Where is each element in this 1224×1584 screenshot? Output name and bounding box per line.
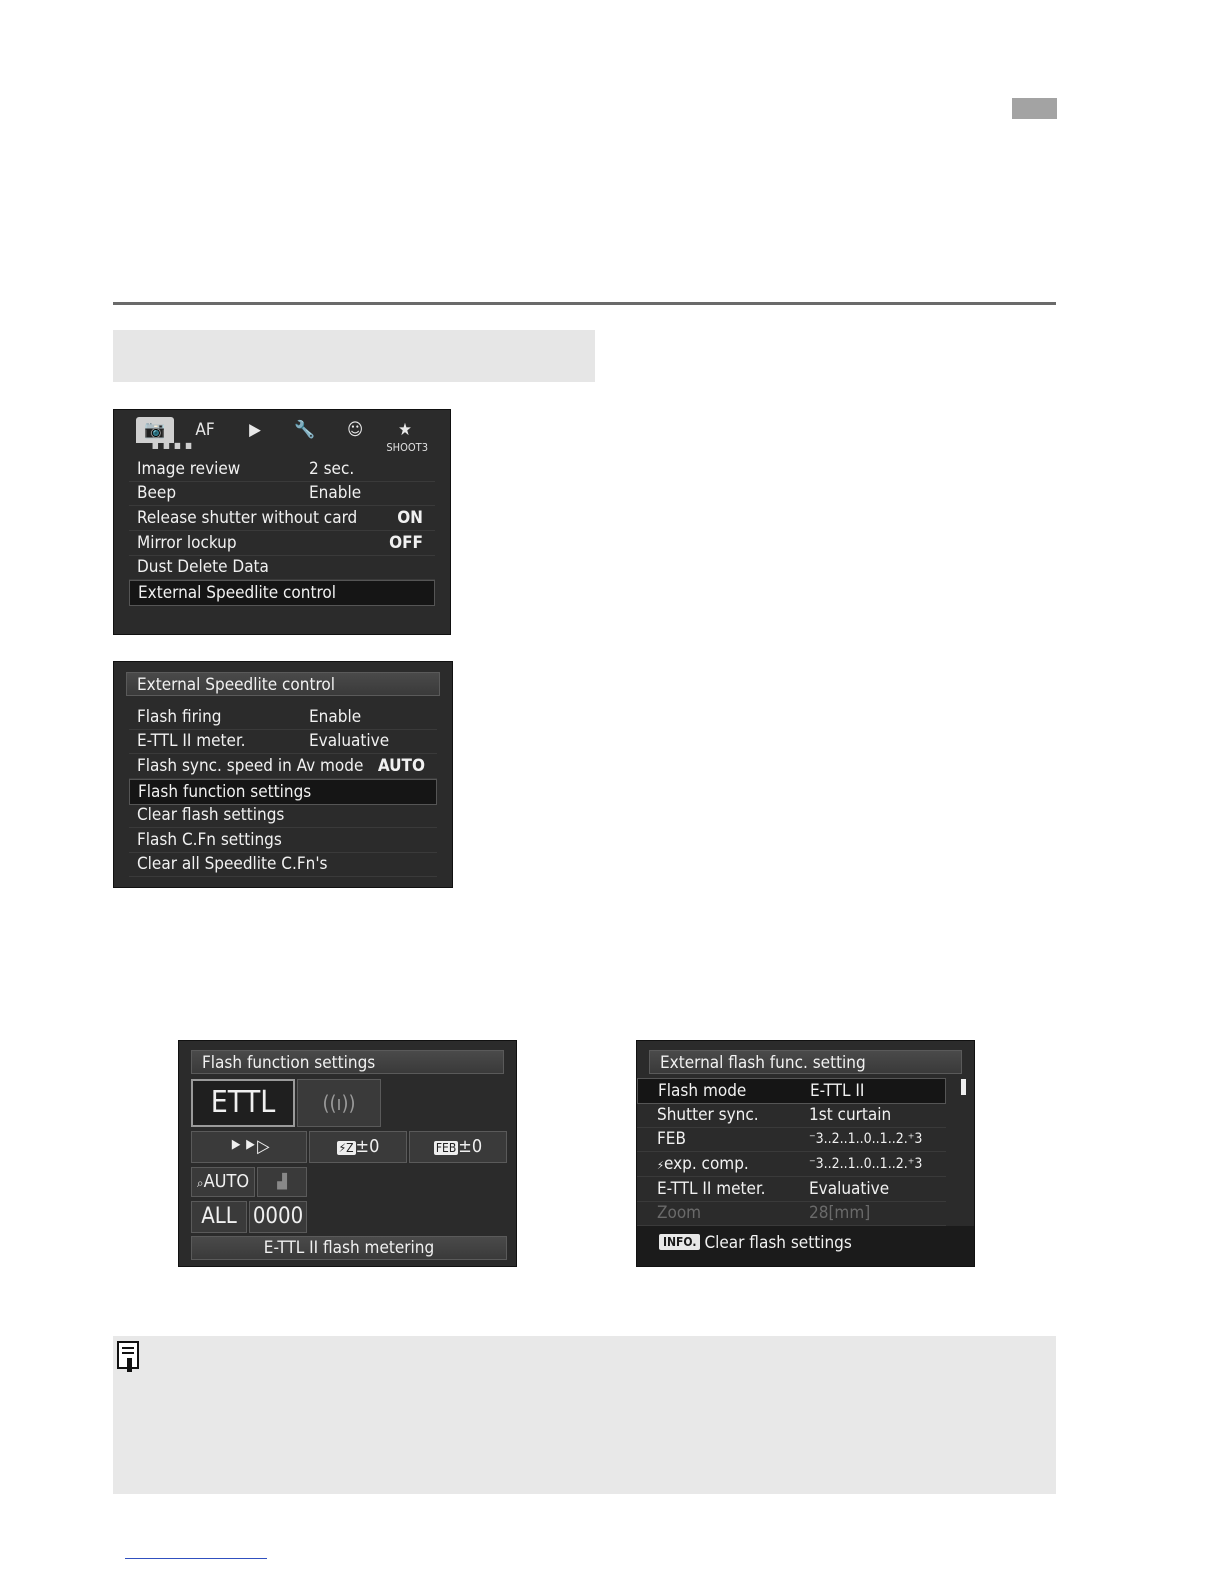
menu-item-label: FEB [657,1129,686,1149]
menu-item-flash-cfn-settings[interactable] [129,828,437,853]
menu-item-exp-comp[interactable] [637,1152,946,1177]
tab-page-name: SHOOT3 [386,441,428,454]
flash-function-settings-screen [178,1040,517,1267]
menu-item-label: Shutter sync. [657,1105,759,1125]
note-box [113,1336,1056,1494]
menu-item-feb[interactable] [637,1127,946,1152]
tab-page-dots: ■ ■ ■ ■ [152,441,194,450]
flash-comp-button[interactable] [309,1131,407,1163]
menu-item-label: Mirror lockup [137,533,237,553]
menu-item-value: ON [397,508,423,528]
menu-item-label: Flash mode [658,1081,747,1101]
zoom-value: AUTO [203,1171,250,1192]
info-button-badge: INFO. [659,1234,700,1250]
channel-button[interactable]: 0000 [249,1201,307,1233]
info-footer[interactable] [637,1226,974,1266]
zoom-button[interactable] [191,1167,255,1197]
footer-label: Clear flash settings [704,1233,852,1253]
tab-playback[interactable] [236,417,274,443]
menu-item-label: Flash sync. speed in Av mode [137,756,364,776]
menu-item-value: Enable [309,707,362,727]
menu-item-label: Zoom [657,1203,702,1223]
feb-button[interactable] [409,1131,507,1163]
menu-item-label [657,1152,749,1178]
tab-custom-functions[interactable] [336,417,374,443]
menu-item-label: Flash firing [137,707,222,727]
menu-item-shutter-sync[interactable] [637,1103,946,1128]
tab-shooting[interactable] [136,417,174,443]
screen-title: External Speedlite control [126,672,440,696]
menu-item-flash-sync-speed[interactable] [129,754,437,779]
menu-item-flash-function-settings[interactable] [129,779,437,805]
menu-item-ettl-meter[interactable] [129,729,437,754]
menu-item-label: E-TTL II meter. [137,731,246,751]
scrollbar[interactable] [961,1079,966,1095]
menu-item-value: 2 sec. [309,459,355,479]
menu-item-label: Image review [137,459,241,479]
zoom-icon: ⌕ [196,1176,204,1190]
group-button[interactable]: ALL [191,1201,247,1233]
star-icon: ★ [398,420,412,440]
menu-item-label: Flash C.Fn settings [137,830,282,850]
exp-comp-label: exp. comp. [663,1154,749,1174]
status-bar: E-TTL II flash metering [191,1236,507,1260]
menu-item-flash-mode[interactable] [637,1078,946,1104]
wireless-icon[interactable]: ((ı)) [297,1079,381,1127]
menu-item-value: 1st curtain [809,1105,892,1125]
menu-item-release-shutter[interactable] [129,506,435,531]
flash-comp-icon: ⚡Z [338,1141,354,1155]
menu-item-external-speedlite[interactable] [129,580,435,606]
section-heading-box [113,330,595,382]
flash-mode-button[interactable]: ETTL [191,1079,295,1127]
exp-comp-scale: ⁻3..2..1..0..1..2.⁺3 [809,1156,923,1172]
menu-item-value: 28[mm] [809,1203,871,1223]
menu-item-dust-delete[interactable] [129,555,435,580]
menu-item-value: Enable [309,483,362,503]
tab-af[interactable]: AF [195,420,215,440]
flash-comp-value: ±0 [355,1136,380,1157]
menu-item-flash-firing[interactable] [129,705,437,730]
menu-item-label: Flash function settings [138,782,312,802]
camera-icon: 📷 [144,420,166,440]
menu-item-mirror-lockup[interactable] [129,531,435,556]
shutter-sync-button[interactable]: ⯈⯈▷ [191,1131,307,1163]
tab-my-menu[interactable] [386,417,424,443]
menu-item-label: Release shutter without card [137,508,358,528]
menu-item-value: AUTO [377,756,425,776]
shoot3-menu-screen [113,409,451,635]
menu-item-value: OFF [389,533,423,553]
menu-item-label: E-TTL II meter. [657,1179,766,1199]
menu-item-clear-speedlite-cfns[interactable] [129,852,437,877]
wrench-icon: 🔧 [294,420,316,440]
flash-head-icon[interactable]: ▟ [257,1167,307,1197]
menu-item-beep[interactable] [129,481,435,506]
menu-item-label: Dust Delete Data [137,557,269,577]
menu-item-value: Evaluative [309,731,390,751]
footer-link-underline [125,1558,267,1559]
speedlite-control-screen [113,661,453,888]
memo-icon [116,1340,142,1374]
menu-item-value: Evaluative [809,1179,890,1199]
external-flash-func-screen [636,1040,975,1267]
feb-value: ±0 [458,1136,483,1157]
playback-icon: ▶ [249,420,261,440]
chapter-tab [1012,98,1057,119]
menu-item-value: E-TTL II [810,1081,865,1101]
custom-function-icon: ☺ [347,420,363,440]
flash-comp-icon: ⚡ [657,1159,664,1172]
menu-item-clear-flash-settings[interactable] [129,803,437,828]
feb-icon: FEB [435,1141,457,1155]
menu-item-label: Beep [137,483,177,503]
section-divider [113,302,1056,305]
menu-item-label: External Speedlite control [138,583,336,603]
menu-item-image-review[interactable] [129,457,435,482]
menu-item-ettl-meter[interactable] [637,1177,946,1202]
screen-title: External flash func. setting [649,1050,962,1074]
menu-item-label: Clear flash settings [137,805,285,825]
tab-setup[interactable] [286,417,324,443]
menu-item-zoom [637,1201,946,1226]
screen-title: Flash function settings [191,1050,504,1074]
feb-scale: ⁻3..2..1..0..1..2.⁺3 [809,1131,923,1147]
menu-item-label: Clear all Speedlite C.Fn's [137,854,328,874]
